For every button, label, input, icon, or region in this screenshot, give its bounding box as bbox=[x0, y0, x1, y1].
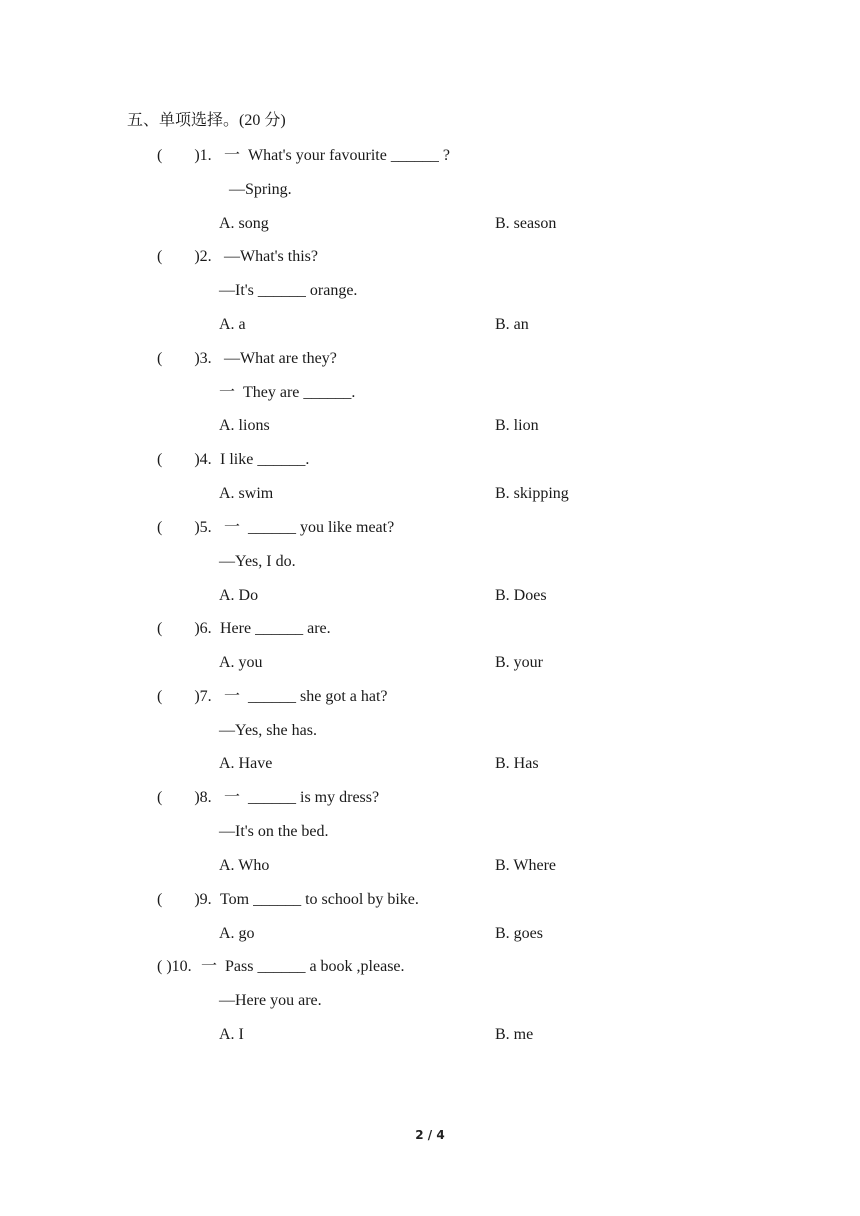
question-number: ( )7. bbox=[157, 688, 212, 705]
option-b: B. season bbox=[495, 215, 557, 232]
option-a: A. Have bbox=[219, 755, 273, 772]
option-a: A. song bbox=[219, 215, 269, 232]
option-a: A. I bbox=[219, 1026, 244, 1043]
option-b: B. me bbox=[495, 1026, 534, 1043]
question-reply: —It's on the bed. bbox=[219, 823, 329, 840]
question-prompt: Here ______ are. bbox=[220, 620, 331, 637]
page-number: 2 / 4 bbox=[415, 1128, 445, 1142]
question-number: ( )8. bbox=[157, 789, 212, 806]
option-b: B. your bbox=[495, 654, 543, 671]
question-reply: —Spring. bbox=[229, 181, 292, 198]
question-reply: —Yes, I do. bbox=[219, 553, 296, 570]
option-b: B. Has bbox=[495, 755, 539, 772]
question-prompt: Tom ______ to school by bike. bbox=[220, 891, 419, 908]
question-number: ( )2. bbox=[157, 248, 212, 265]
option-a: A. lions bbox=[219, 417, 270, 434]
question-prompt: 一 What's your favourite ______ ? bbox=[224, 147, 450, 164]
question-prompt: 一 Pass ______ a book ,please. bbox=[201, 958, 405, 975]
question-reply: —Yes, she has. bbox=[219, 722, 317, 739]
option-b: B. goes bbox=[495, 925, 543, 942]
question-number: ( )4. bbox=[157, 451, 212, 468]
question-number: ( )1. bbox=[157, 147, 212, 164]
option-b: B. skipping bbox=[495, 485, 569, 502]
option-a: A. Who bbox=[219, 857, 270, 874]
question-prompt: —What's this? bbox=[224, 248, 318, 265]
question-prompt: I like ______. bbox=[220, 451, 310, 468]
option-b: B. Does bbox=[495, 587, 547, 604]
question-number: ( )6. bbox=[157, 620, 212, 637]
question-reply: 一 They are ______. bbox=[219, 384, 356, 401]
question-number: ( )5. bbox=[157, 519, 212, 536]
question-number: ( )3. bbox=[157, 350, 212, 367]
question-prompt: 一 ______ you like meat? bbox=[224, 519, 395, 536]
option-a: A. swim bbox=[219, 485, 274, 502]
section-title: 五、单项选择。(20 分) bbox=[127, 112, 286, 129]
question-reply: —Here you are. bbox=[219, 992, 322, 1009]
question-prompt: 一 ______ is my dress? bbox=[224, 789, 380, 806]
option-a: A. Do bbox=[219, 587, 259, 604]
option-b: B. lion bbox=[495, 417, 539, 434]
option-b: B. an bbox=[495, 316, 529, 333]
option-a: A. go bbox=[219, 925, 255, 942]
option-a: A. a bbox=[219, 316, 246, 333]
option-a: A. you bbox=[219, 654, 263, 671]
question-reply: —It's ______ orange. bbox=[219, 282, 358, 299]
question-number: ( )9. bbox=[157, 891, 212, 908]
option-b: B. Where bbox=[495, 857, 557, 874]
question-prompt: 一 ______ she got a hat? bbox=[224, 688, 388, 705]
question-prompt: —What are they? bbox=[224, 350, 337, 367]
question-number: ( )10. bbox=[157, 958, 192, 975]
